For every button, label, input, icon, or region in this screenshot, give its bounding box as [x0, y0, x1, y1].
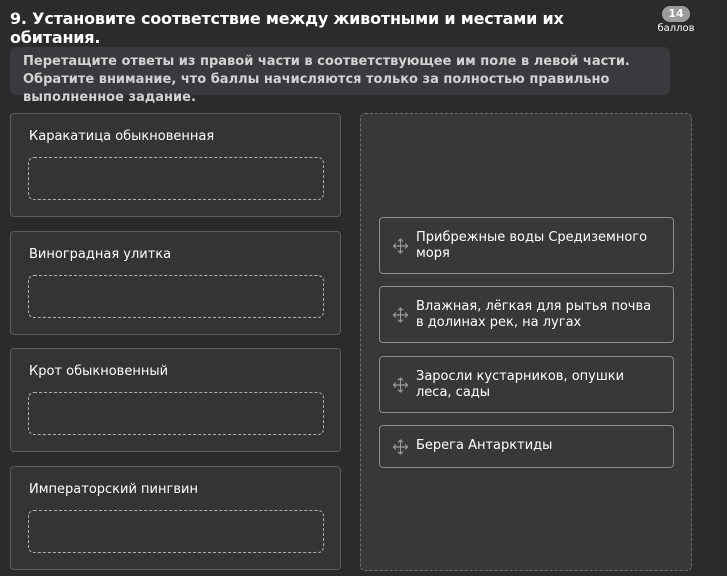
move-icon[interactable] — [392, 438, 409, 455]
animal-card-3 — [10, 348, 341, 452]
score-badge — [655, 2, 697, 34]
animal-card-4 — [10, 466, 341, 570]
question-title: 9. Установите соответствие между животными и местами их обитания. — [10, 9, 564, 47]
drop-zone-4[interactable] — [28, 510, 324, 553]
answer-text: Прибрежные воды Средиземного моря — [416, 230, 648, 261]
animal-label: Виноградная улитка — [29, 247, 172, 262]
animal-card-1 — [10, 113, 341, 217]
draggable-answer-2[interactable] — [379, 286, 674, 343]
animal-label: Каракатица обыкновенная — [29, 129, 215, 144]
score-value: 14 — [662, 6, 689, 22]
animal-label: Императорский пингвин — [29, 482, 198, 497]
instruction-box: Перетащите ответы из правой части в соответствующее им поле в левой части. Обратите внимание, что баллы начисляются только за полностью правильно выполненное задание. — [10, 47, 670, 95]
move-icon[interactable] — [392, 376, 409, 393]
move-icon[interactable] — [392, 237, 409, 254]
draggable-answer-1[interactable] — [379, 217, 674, 274]
score-label: баллов — [657, 23, 695, 34]
drop-zone-1[interactable] — [28, 157, 324, 200]
drop-zone-3[interactable] — [28, 392, 324, 435]
move-icon[interactable] — [392, 306, 409, 323]
draggable-answer-3[interactable] — [379, 356, 674, 413]
answer-text: Заросли кустарников, опушки леса, сады — [416, 369, 625, 400]
animal-label: Крот обыкновенный — [29, 364, 169, 379]
answer-text: Влажная, лёгкая для рытья почва в долинах рек, на лугах — [416, 299, 652, 330]
answer-text: Берега Антарктиды — [416, 438, 553, 453]
drop-zone-2[interactable] — [28, 275, 324, 318]
animal-card-2 — [10, 231, 341, 335]
draggable-answer-4[interactable] — [379, 425, 674, 468]
